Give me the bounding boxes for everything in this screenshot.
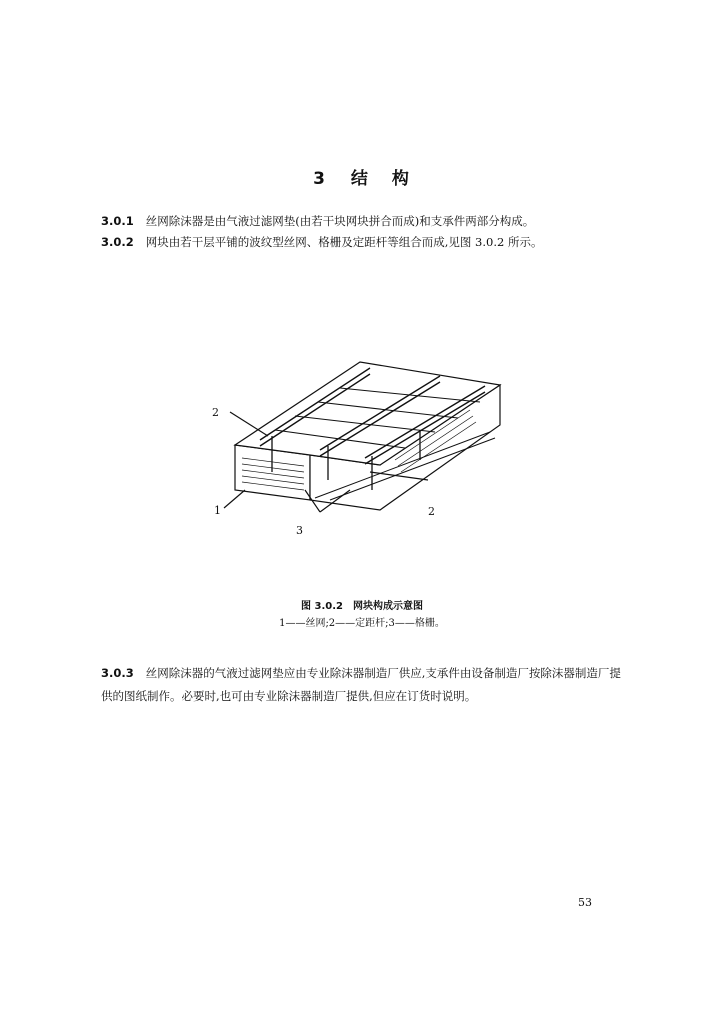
callout-3: 3 bbox=[296, 524, 303, 537]
figure-title: 网块构成示意图 bbox=[352, 601, 423, 612]
clause-number: 3.0.3 bbox=[101, 666, 134, 680]
clause-text: 丝网除沫器是由气液过滤网垫(由若干块网块拼合而成)和支承件两部分构成。 bbox=[145, 214, 535, 228]
mesh-block-drawing bbox=[200, 340, 520, 550]
clause-3-0-1 bbox=[101, 210, 621, 232]
figure-number: 图 3.0.2 bbox=[301, 601, 343, 612]
figure-caption bbox=[0, 597, 724, 612]
callout-2-left: 2 bbox=[212, 406, 219, 419]
clause-text: 丝网除沫器的气液过滤网垫应由专业除沫器制造厂供应,支承件由设备制造厂按除沫器制造厂提供的图纸制作。必要时,也可由专业除沫器制造厂提供,但应在订货时说明。 bbox=[101, 666, 621, 703]
clause-text: 网块由若干层平铺的波纹型丝网、格栅及定距杆等组合而成,见图 3.0.2 所示。 bbox=[145, 235, 543, 249]
clause-number: 3.0.1 bbox=[101, 214, 134, 228]
page-number: 53 bbox=[578, 896, 592, 909]
chapter-title bbox=[0, 164, 724, 189]
callout-1: 1 bbox=[214, 504, 221, 517]
chapter-title-part1: 结 bbox=[350, 169, 370, 189]
figure-legend: 1——丝网;2——定距杆;3——格栅。 bbox=[279, 618, 445, 629]
clause-3-0-2 bbox=[101, 231, 621, 253]
callout-2-right: 2 bbox=[428, 505, 435, 518]
chapter-number: 3 bbox=[313, 169, 327, 189]
chapter-title-part2: 构 bbox=[391, 169, 411, 189]
clause-number: 3.0.2 bbox=[101, 235, 134, 249]
clause-3-0-3 bbox=[101, 662, 621, 708]
mesh-block-figure bbox=[200, 340, 520, 550]
